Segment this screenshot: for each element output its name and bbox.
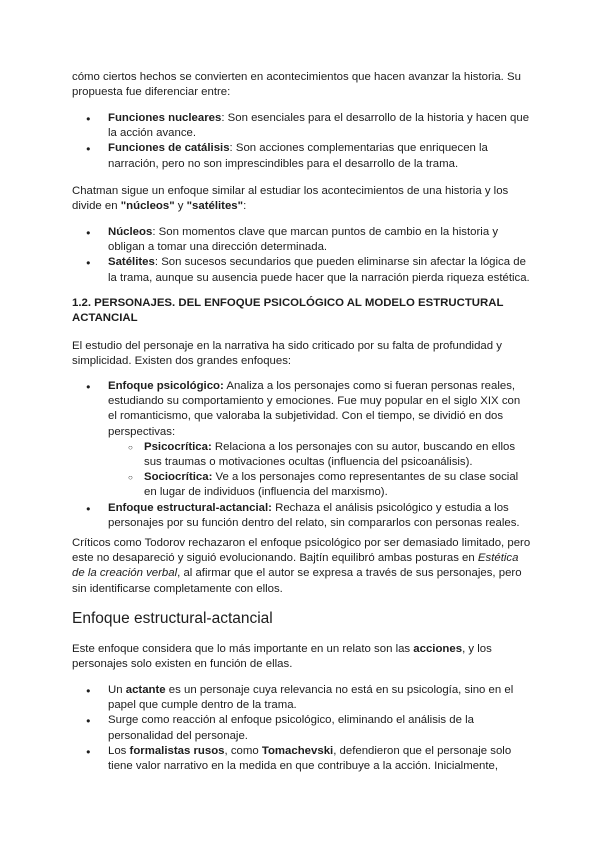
subsection-heading: Enfoque estructural-actancial (72, 610, 273, 627)
description: Rechaza el análisis psicológico y estudia a los personajes por su función dentro del relato, sin compararlos con personas reales. (108, 501, 520, 529)
term-acciones: acciones (413, 643, 463, 655)
term-tomachevski: Tomachevski (261, 744, 334, 757)
sub-list (108, 440, 532, 501)
paragraph-personaje (72, 339, 532, 369)
paragraph-enfoque (72, 642, 532, 672)
list-item (72, 255, 532, 285)
list-item (72, 225, 532, 255)
text: Los (108, 744, 130, 757)
sub-list-item (108, 470, 532, 500)
text: , al afirmar que el autor se expresa a través de sus personajes, pero sin identificarse completamente con ellos. (72, 567, 522, 595)
description: : Son acciones complementarias que enriquecen la narración, pero no son imprescindibles para el desarrollo de la trama. (108, 142, 488, 170)
sub-list-item (108, 440, 532, 470)
text: , como (224, 744, 262, 757)
actante-list (72, 683, 532, 774)
term-formalistas: formalistas rusos (129, 744, 225, 757)
book-title: Estética de la creación verbal (72, 552, 519, 580)
term: Enfoque estructural-actancial: (108, 501, 272, 514)
text: Este enfoque considera que lo más importante en un relato son las (72, 643, 414, 655)
term-actante: actante (125, 684, 166, 696)
text: , y los personajes solo existen en función de ellas. (72, 643, 492, 671)
description: : Son esenciales para el desarrollo de la historia y hacen que la acción avance. (108, 112, 530, 140)
term-satelites: "satélites" (186, 200, 244, 213)
list-item (72, 141, 532, 171)
description: Analiza a los personajes como si fueran personas reales, estudiando su comportamiento y emociones. Fue muy popular en el siglo XIX con el romanticismo, que valoraba la subjetividad. Con el tiempo, se dividió en dos perspectivas: (108, 380, 521, 438)
enfoques-list (72, 379, 532, 531)
description: : Son momentos clave que marcan puntos de cambio en la historia y obligan a tomar una dirección determinada. (108, 226, 499, 254)
term: Psicocrítica: (144, 440, 212, 453)
functions-list (72, 111, 532, 172)
list-item (72, 683, 532, 713)
text: : (243, 200, 247, 213)
term-nucleos: "núcleos" (120, 200, 175, 213)
text: Críticos como Todorov rechazaron el enfoque psicológico por ser demasiado limitado, pero este no desapareció y siguió evolucionando. Bajtín equilibró ambas posturas en (72, 537, 531, 565)
term: Núcleos (108, 226, 153, 238)
paragraph-chatman (72, 184, 532, 214)
chatman-list (72, 225, 532, 286)
text: El estudio del personaje en la narrativa ha sido criticado por su falta de profundidad y simplicidad. Existen dos grandes enfoques: (72, 340, 502, 368)
term: Enfoque psicológico: (108, 380, 224, 392)
paragraph-intro (72, 70, 532, 100)
list-item (72, 379, 532, 501)
text: es un personaje cuya relevancia no está en su psicología, sino en el papel que cumple dentro de la trama. (108, 684, 514, 712)
term: Funciones nucleares (108, 112, 222, 124)
paragraph-criticos (72, 536, 532, 597)
list-item (72, 713, 532, 743)
section-heading: 1.2. PERSONAJES. DEL ENFOQUE PSICOLÓGICO AL MODELO ESTRUCTURAL ACTANCIAL (72, 297, 504, 325)
list-item (72, 744, 532, 774)
text: Un (108, 684, 126, 696)
text: y (174, 200, 187, 213)
text: Surge como reacción al enfoque psicológico, eliminando el análisis de la personalidad del personaje. (108, 714, 474, 742)
list-item (72, 111, 532, 141)
list-item (72, 501, 532, 531)
term: Funciones de catálisis (108, 142, 230, 155)
description: : Son sucesos secundarios que pueden eliminarse sin afectar la lógica de la trama, aunque su ausencia puede hacer que la narración pierda riqueza estética. (108, 256, 530, 284)
description: Ve a los personajes como representantes de su clase social en lugar de individuos (influencia del marxismo). (144, 471, 519, 499)
term: Satélites (108, 256, 155, 269)
description: Relaciona a los personajes con su autor, buscando en ellos sus traumas o motivaciones ocultas (influencia del psicoanálisis). (144, 440, 516, 469)
text: Chatman sigue un enfoque similar al estudiar los acontecimientos de una historia y los divide en (72, 185, 509, 213)
text: , defendieron que el personaje solo tiene valor narrativo en la medida en que contribuye a la acción. Inicialmente, (108, 744, 512, 773)
term: Sociocrítica: (144, 471, 213, 484)
paragraph-text: cómo ciertos hechos se convierten en acontecimientos que hacen avanzar la historia. Su propuesta fue diferenciar entre: (72, 71, 521, 99)
